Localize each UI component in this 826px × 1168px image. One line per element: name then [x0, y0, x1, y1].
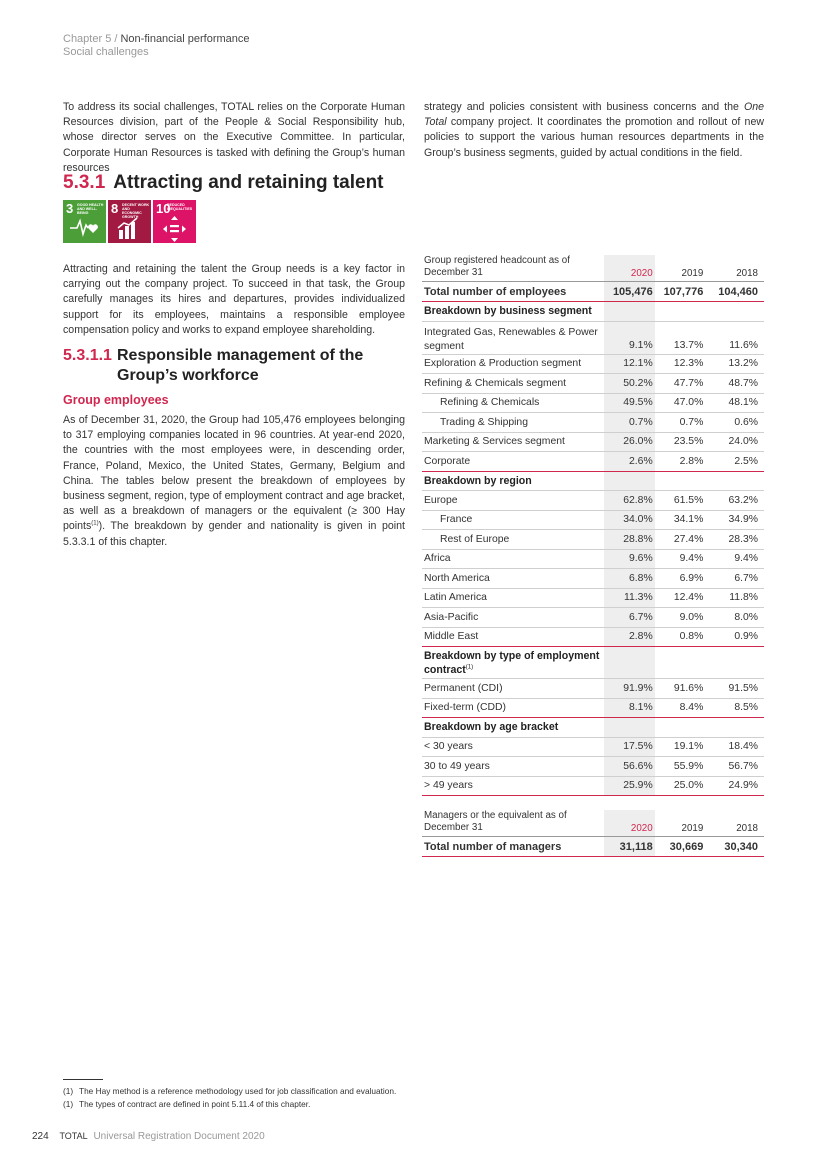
- employees-paragraph: As of December 31, 2020, the Group had 105,476 employees belonging to 317 employing companies located in 96 countries. At year-end 2020, the countries with the most employees were, in descending order, France, Poland, Mexico, the United States, Germany, Belgium and China. The tables below present the breakdown of employees by business segment, region, type of employment contract and age bracket, as well as a breakdown of managers or the equivalent (≥ 300 Hay points$^{(1)}$). The breakdown by gender and nationality is given in point 5.3.3.1 of this chapter.: [63, 414, 405, 548]
- intro-paragraph-left: To address its social challenges, TOTAL relies on the Corporate Human Resources division, part of the People & Social Responsibility hub, whose director serves on the Executive Committee. In particular, Corporate Human Resources is tasked with defining the Group’s human resources: [63, 101, 405, 174]
- intro-paragraph-right: strategy and policies consistent with business concerns and the One Total company project. It coordinates the promotion and rollout of new policies to support the various human resources departments in the Group’s business segments, guided by actual conditions in the field.: [424, 101, 764, 159]
- chapter-label: Chapter 5: [63, 33, 112, 45]
- table-row: 30 to 49 years 56.6% 55.9% 56.7%: [422, 757, 764, 777]
- table-header-label: Group registered headcount as of December 31: [422, 255, 604, 282]
- table-row: Latin America 11.3% 12.4% 11.8%: [422, 588, 764, 608]
- section-title: 5.3.1 Attracting and retaining talent: [63, 172, 384, 193]
- headcount-table: [422, 255, 764, 796]
- table-row: Marketing & Services segment 26.0% 23.5% 24.0%: [422, 432, 764, 452]
- table-header-row: [422, 255, 764, 282]
- footnotes: [63, 1085, 396, 1110]
- table-row: Corporate 2.6% 2.8% 2.5%: [422, 452, 764, 472]
- equality-icon: [159, 216, 190, 242]
- sdg-3-badge: 3 GOOD HEALTH AND WELL-BEING: [63, 200, 106, 243]
- table-row: Refining & Chemicals 49.5% 47.0% 48.1%: [422, 393, 764, 413]
- sdg-8-badge: 8 DECENT WORK AND ECONOMIC GROWTH: [108, 200, 151, 243]
- sdg-10-badge: 10 REDUCED INEQUALITIES: [153, 200, 196, 243]
- subsection-title: 5.3.1.1 Responsible management of the Group’s workforce: [63, 347, 364, 384]
- age-breakdown-heading: Breakdown by age bracket: [422, 718, 764, 738]
- table-row: Rest of Europe 28.8% 27.4% 28.3%: [422, 530, 764, 550]
- document-title: Universal Registration Document 2020: [93, 1131, 265, 1142]
- total-managers-row: Total number of managers 31,118 30,669 30,340: [422, 837, 764, 857]
- table-row: Exploration & Production segment 12.1% 12.3% 13.2%: [422, 354, 764, 374]
- company-name: TOTAL: [59, 1131, 88, 1141]
- group-employees-heading: Group employees: [63, 393, 169, 407]
- segment-breakdown-heading: Breakdown by business segment: [422, 302, 764, 322]
- table-row: Africa 9.6% 9.4% 9.4%: [422, 549, 764, 569]
- table-row: Middle East 2.8% 0.8% 0.9%: [422, 627, 764, 647]
- heartbeat-icon: [69, 216, 100, 238]
- table-row: Permanent (CDI) 91.9% 91.6% 91.5%: [422, 679, 764, 699]
- growth-chart-icon: [114, 216, 145, 240]
- table-row: France 34.0% 34.1% 34.9%: [422, 510, 764, 530]
- section-label: Social challenges: [63, 46, 149, 58]
- page-footer: [32, 1131, 265, 1142]
- year-2020: 2020: [604, 255, 655, 282]
- contract-breakdown-heading: Breakdown by type of employment contract$^{(1)}$: [422, 647, 764, 679]
- year-2019: 2019: [655, 255, 710, 282]
- table-row: Fixed-term (CDD) 8.1% 8.4% 8.5%: [422, 698, 764, 718]
- chapter-title: Non-financial performance: [120, 33, 250, 45]
- region-breakdown-heading: Breakdown by region: [422, 471, 764, 491]
- page-number: 224: [32, 1131, 49, 1142]
- section-number: 5.3.1: [63, 172, 106, 193]
- table-row: Europe 62.8% 61.5% 63.2%: [422, 491, 764, 511]
- table-row: Trading & Shipping 0.7% 0.7% 0.6%: [422, 413, 764, 433]
- table-header-row: Managers or the equivalent as of December 31 2020 2019 2018: [422, 810, 764, 837]
- table-row: < 30 years 17.5% 19.1% 18.4%: [422, 737, 764, 757]
- table-row: Asia-Pacific 6.7% 9.0% 8.0%: [422, 608, 764, 628]
- running-header: Chapter 5 / Non-financial performance Social challenges: [63, 33, 250, 58]
- total-employees-row: Total number of employees 105,476 107,776 104,460: [422, 282, 764, 302]
- sdg-icons: [63, 200, 196, 243]
- table-row: Integrated Gas, Renewables & Power segment 9.1% 13.7% 11.6%: [422, 321, 764, 354]
- table-row: > 49 years 25.9% 25.0% 24.9%: [422, 776, 764, 796]
- talent-paragraph: Attracting and retaining the talent the Group needs is a key factor in carrying out the company project. To succeed in that task, the Group carefully manages its hires and departures, provides individualized support for its employees, maintains a responsible employee compensation policy and works to expand employee shareholding.: [63, 263, 405, 336]
- managers-table: [422, 810, 764, 857]
- footnote-divider: [63, 1079, 103, 1080]
- table-row: Refining & Chemicals segment 50.2% 47.7% 48.7%: [422, 374, 764, 394]
- footnote: (1) The Hay method is a reference methodology used for job classification and evaluation.: [63, 1086, 397, 1096]
- year-2018: 2018: [709, 255, 764, 282]
- table-row: North America 6.8% 6.9% 6.7%: [422, 569, 764, 589]
- footnote: (1) The types of contract are defined in point 5.11.4 of this chapter.: [63, 1098, 311, 1109]
